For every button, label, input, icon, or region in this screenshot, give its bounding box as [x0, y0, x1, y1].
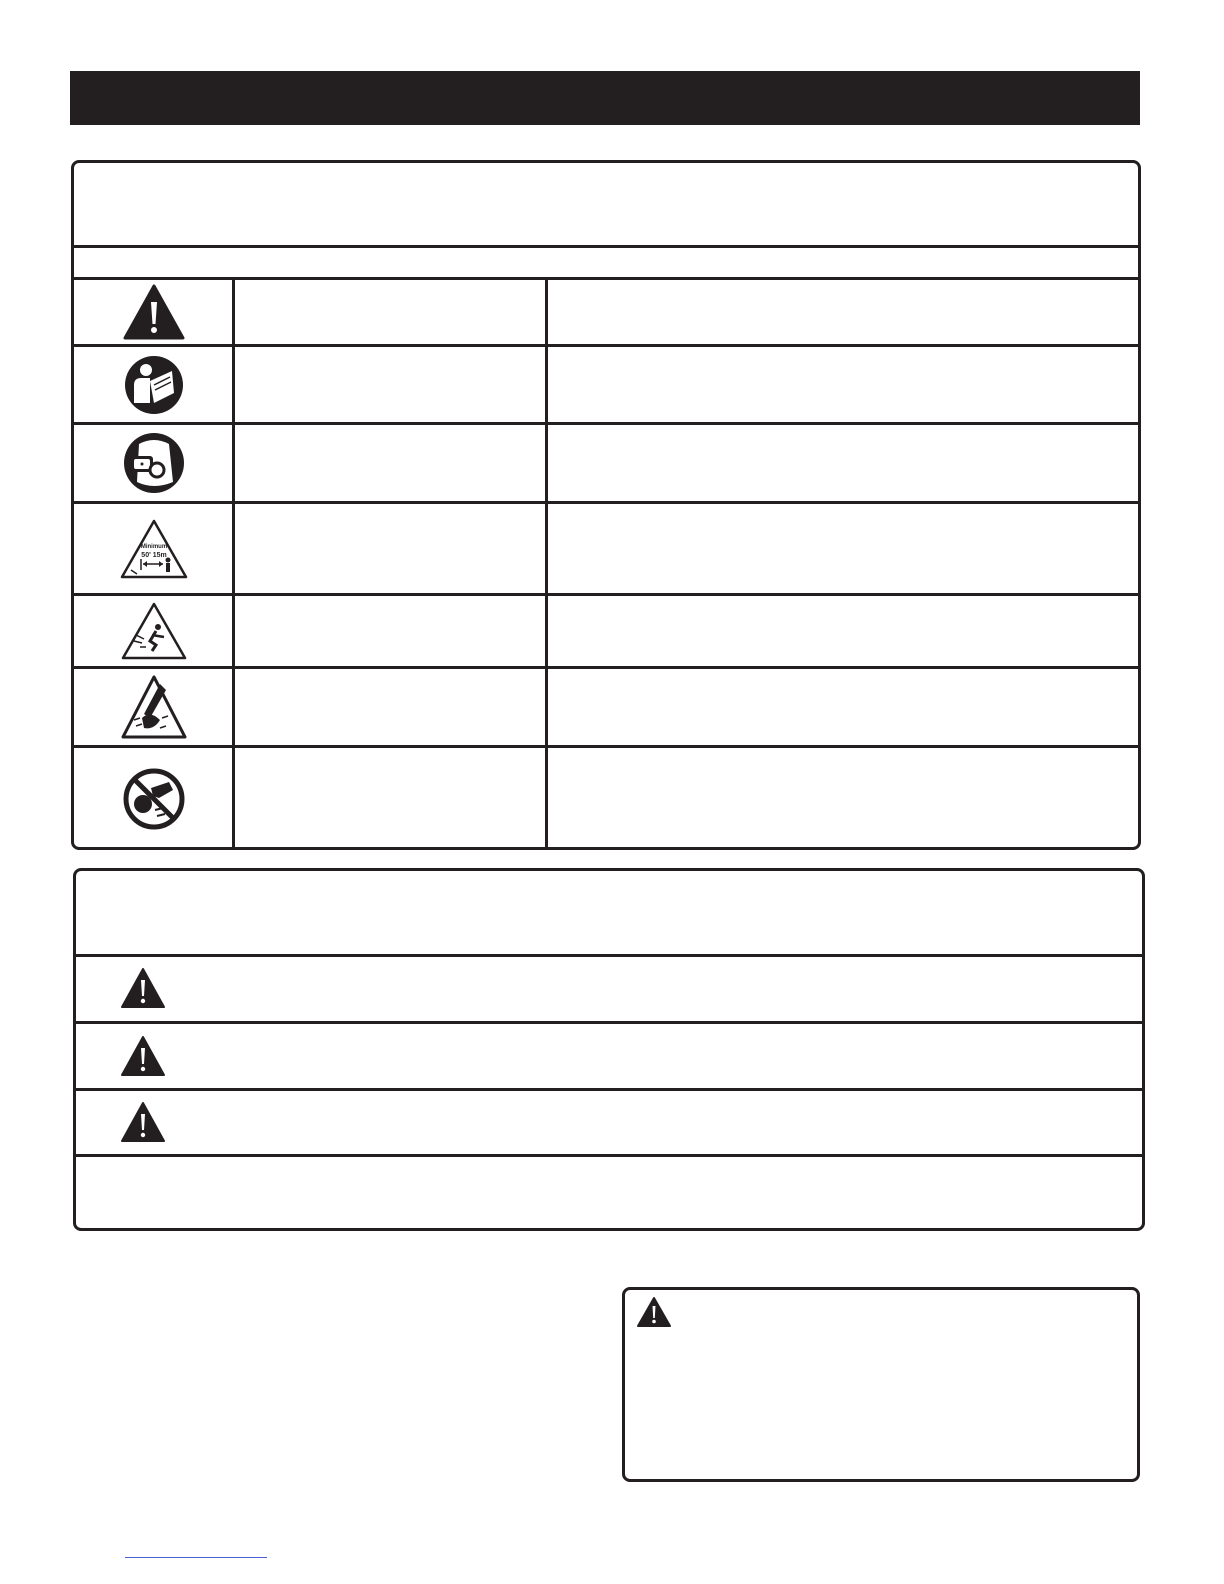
keep-bystanders-away-icon	[74, 504, 234, 593]
thrown-objects-warning-icon	[74, 669, 234, 745]
ricochet-warning-icon	[74, 596, 234, 666]
icon-minimum-text: Minimum	[140, 543, 168, 550]
header-divider	[76, 954, 1142, 957]
signal-words-table	[73, 868, 1145, 1231]
warning-alert-icon	[636, 1296, 672, 1333]
warning-alert-icon	[120, 1035, 166, 1082]
safety-alert-icon	[74, 280, 234, 344]
footer-link-underline[interactable]	[125, 1557, 267, 1558]
no-hand-contact-icon	[74, 748, 234, 850]
column-divider	[545, 277, 548, 847]
row-divider	[76, 1154, 1142, 1157]
warning-note-box	[622, 1287, 1140, 1482]
read-operators-manual-icon	[74, 347, 234, 422]
caution-alert-icon	[120, 1101, 166, 1148]
danger-alert-icon	[120, 967, 166, 1014]
section-title-bar	[70, 71, 1140, 125]
row-divider	[76, 1021, 1142, 1024]
row-divider	[76, 1088, 1142, 1091]
wear-eye-ear-protection-icon	[74, 425, 234, 501]
header-divider	[74, 245, 1138, 248]
symbols-table	[71, 160, 1141, 850]
icon-distance-text: 50' 15m	[141, 551, 167, 559]
